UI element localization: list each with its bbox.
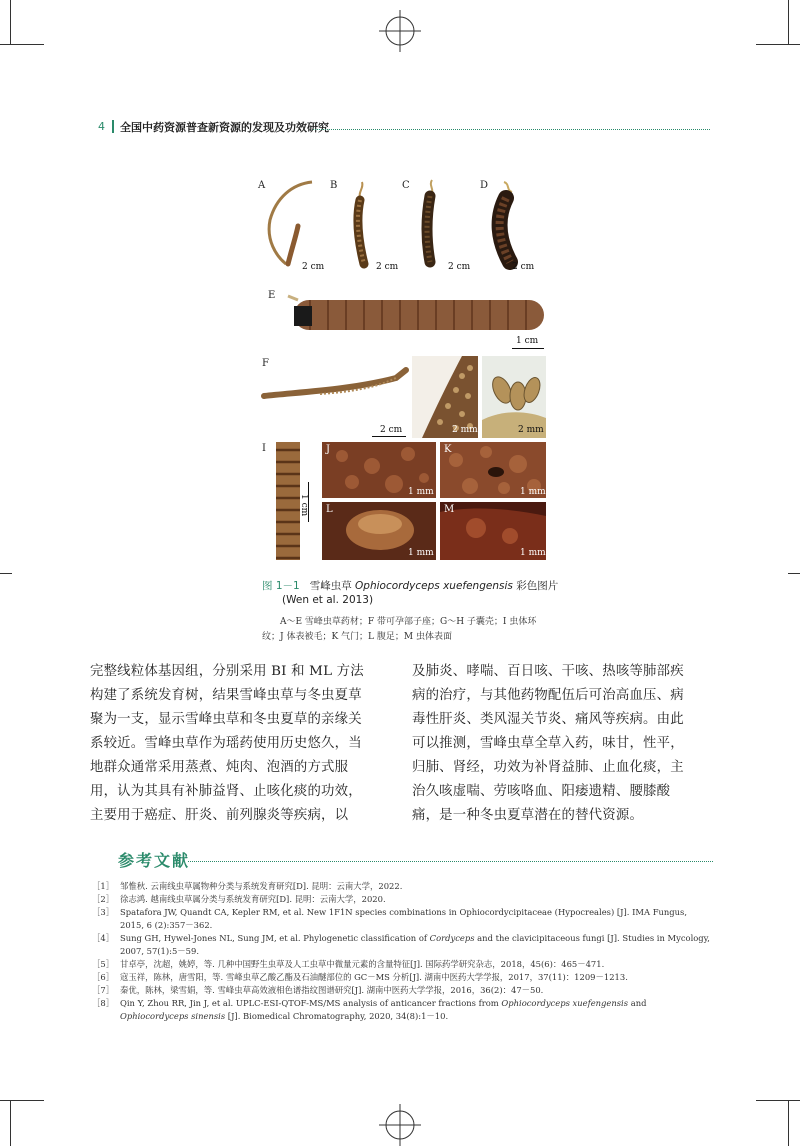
crop-mark (788, 573, 800, 574)
scale-label-b: 2 cm (376, 262, 399, 272)
figure-legend (262, 615, 562, 645)
header-dotted-rule (313, 129, 710, 130)
scale-label-e: 1 cm (516, 336, 539, 346)
figure-caption (262, 578, 558, 593)
scale-label-g: 2 mm (452, 425, 478, 435)
scale-label-m: 1 mm (520, 548, 546, 558)
reference-item: ［3］ Spatafora JW, Quandt CA, Kepler RM, et al. New 1F1N species combinations in Ophiocordycipitaceae (Hypocreales) [J]. IMA Fungus, 2015, 6 (2):357－362. (92, 907, 688, 930)
photo-panel-e (280, 288, 548, 340)
crop-mark (10, 0, 11, 44)
crop-mark (0, 1100, 44, 1101)
scale-label-h: 2 mm (518, 425, 544, 435)
reference-item: ［7］ 秦优，陈林，梁雪娟，等. 雪峰虫草高效液相色谱指纹图谱研究[J]. 湖南中医药大学学报，2016，36(2)：47－50. (92, 985, 544, 995)
running-header (98, 118, 710, 138)
crop-mark (0, 44, 44, 45)
panel-label-d: D (480, 180, 489, 191)
paragraph: 及肺炎、哮喘、百日咳、干咳、热咳等肺部疾病的治疗，与其他药物配伍后可治高血压、病毒性肝炎、类风湿关节炎、痛风等疾病。由此可以推测，雪峰虫草全草入药，味甘，性平，归肺、肾经，功效为补肾益肺、止血化痰，主治久咳虚喘、劳咳咯血、阳痿遗精、腰膝酸痛，是一种冬虫夏草潜在的替代资源。 (412, 664, 684, 823)
body-column-left (90, 660, 372, 828)
scale-label-d: 2 cm (512, 262, 535, 272)
crop-mark (756, 44, 800, 45)
scale-label-i: 1 cm (299, 494, 309, 517)
crop-mark (0, 573, 12, 574)
panel-label-f: F (262, 358, 269, 369)
caption-species: Ophiocordyceps xuefengensis (355, 580, 513, 592)
scale-label-l: 1 mm (408, 548, 434, 558)
registration-mark (379, 1104, 421, 1146)
panel-label-m: M (444, 504, 455, 515)
photo-panel-d (476, 178, 544, 270)
registration-mark (379, 10, 421, 52)
paragraph: 完整线粒体基因组，分别采用 BI 和 ML 方法构建了系统发育树，结果雪峰虫草与冬虫夏草聚为一支，显示雪峰虫草和冬虫夏草的亲缘关系较近。雪峰虫草作为瑶药使用历史悠久，当地群众通常采用蒸煮、炖肉、泡酒的方式服用，认为其具有补肺益肾、止咳化痰的功效，主要用于癌症、肝炎、前列腺炎等疾病，以 (90, 664, 364, 823)
caption-suffix: 彩色图片 (512, 580, 559, 592)
reference-item: ［8］ Qin Y, Zhou RR, Jin J, et al. UPLC-ESI-QTOF-MS/MS analysis of anticancer fractions from Ophiocordyceps xuefengensis and Ophiocordyceps sinensis [J]. Biomedical Chromatography, 2020, 34(8):1－10. (92, 998, 647, 1021)
panel-label-a: A (258, 180, 266, 191)
crop-mark (10, 1100, 11, 1146)
scale-label-f: 2 cm (380, 425, 403, 435)
body-column-right (412, 660, 694, 828)
photo-panel-a (262, 178, 328, 270)
reference-item: ［6］ 寇玉祥，陈林，唐雪阳，等. 雪峰虫草乙酸乙酯及石油醚部位的 GC－MS 分析[J]. 湖南中医药大学学报，2017，37(11)：1209－1213. (92, 972, 628, 982)
references-dotted-rule (188, 861, 713, 862)
panel-label-j: J (326, 444, 331, 455)
panel-label-l: L (326, 504, 333, 515)
reference-item: ［5］ 甘卓亭，沈超，姚婷，等. 几种中国野生虫草及人工虫草中微量元素的含量特征[J]. 国际药学研究杂志，2018，45(6)：465－471. (92, 959, 605, 969)
photo-panel-b (334, 178, 400, 270)
panel-label-k: K (444, 444, 452, 455)
panel-label-i: I (262, 443, 266, 454)
reference-item: ［4］ Sung GH, Hywel-Jones NL, Sung JM, et al. Phylogenetic classification of Cordyceps and the clavicipitaceous fungi [J]. Studies in Mycology, 2007, 57(1):5－59. (92, 933, 710, 956)
panel-label-c: C (402, 180, 410, 191)
book-title: 全国中药资源普查新资源的发现及功效研究 (120, 121, 329, 134)
crop-mark (788, 1100, 789, 1146)
scale-bar-e (512, 348, 544, 349)
reference-list (92, 880, 710, 1023)
reference-item: ［1］ 邹惟秋. 云南线虫草属物种分类与系统发育研究[D]. 昆明：云南大学，2022. (92, 881, 403, 891)
references-heading: 参考文献 (118, 851, 191, 870)
caption-text: 雪峰虫草 (309, 580, 356, 592)
crop-mark (788, 0, 789, 44)
legend-line: A～E 雪峰虫草药材；F 带可孕部子座；G～H 子囊壳；I 虫体环 (280, 617, 537, 627)
page-number: 4 (98, 120, 105, 133)
scale-label-k: 1 mm (520, 487, 546, 497)
photo-panel-c (406, 178, 472, 270)
panel-label-e: E (268, 290, 276, 301)
scale-label-j: 1 mm (408, 487, 434, 497)
header-divider (112, 120, 114, 133)
crop-mark (756, 1100, 800, 1101)
panel-label-b: B (330, 180, 338, 191)
scale-label-a: 2 cm (302, 262, 325, 272)
reference-item: ［2］ 徐志鸿. 越南线虫草属分类与系统发育研究[D]. 昆明：云南大学，2020. (92, 894, 386, 904)
figure-number: 图 1－1 (262, 580, 300, 592)
scale-bar-f (372, 436, 406, 437)
scale-label-c: 2 cm (448, 262, 471, 272)
caption-citation: (Wen et al. 2013) (282, 594, 374, 606)
legend-line: 纹；J 体表被毛；K 气门；L 腹足；M 虫体表面 (262, 632, 452, 642)
